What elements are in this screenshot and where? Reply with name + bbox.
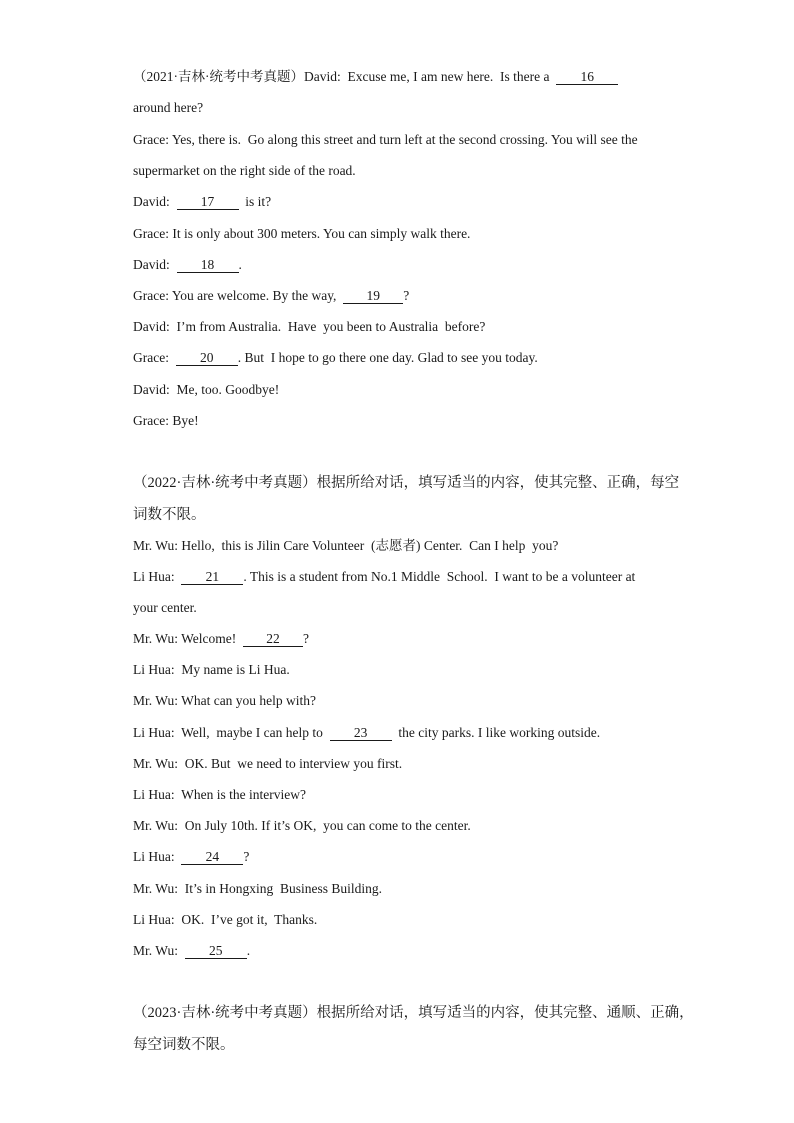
line-text: Mr. Wu: Hello, this is Jilin Care Volunteer (志愿者) Center. Can I help you? [133, 538, 559, 553]
line-text: ? [243, 849, 250, 864]
dialogue-line [133, 692, 316, 710]
line-text: Li Hua: My name is Li Hua. [133, 662, 290, 677]
dialogue-line [133, 68, 618, 86]
dialogue-line [133, 599, 197, 617]
dialogue-line [133, 318, 485, 336]
line-text: Li Hua: OK. I’ve got it, Thanks. [133, 912, 318, 927]
line-text: ? [302, 631, 309, 646]
line-text: Mr. Wu: Welcome! [133, 631, 243, 646]
dialogue-line [133, 131, 638, 149]
answer-blank-18[interactable]: 18 [177, 257, 239, 273]
line-text: the city parks. I like working outside. [391, 725, 601, 740]
dialogue-line [133, 381, 279, 399]
line-text: David: I’m from Australia. Have you been to Australia before? [133, 319, 486, 334]
dialogue-line [133, 755, 402, 773]
line-text: . [238, 257, 242, 272]
dialogue-line [133, 256, 242, 274]
dialogue-line [133, 661, 290, 679]
line-text: David: [133, 194, 177, 209]
line-text: supermarket on the right side of the road. [133, 163, 356, 178]
line-text: Grace: It is only about 300 meters. You can simply walk there. [133, 226, 471, 241]
dialogue-line [133, 911, 317, 929]
dialogue-line [133, 817, 471, 835]
dialogue-line [133, 786, 306, 804]
line-text: is it? [238, 194, 272, 209]
line-text: Li Hua: Well, maybe I can help to [133, 725, 330, 740]
line-text: Mr. Wu: It’s in Hongxing Business Building. [133, 881, 382, 896]
line-text: your center. [133, 600, 197, 615]
answer-blank-20[interactable]: 20 [176, 350, 238, 366]
line-text: Mr. Wu: OK. But we need to interview you first. [133, 756, 403, 771]
line-text: Mr. Wu: What can you help with? [133, 693, 317, 708]
line-text: around here? [133, 100, 204, 115]
line-text: David: Me, too. Goodbye! [133, 382, 280, 397]
line-text: ? [403, 288, 410, 303]
line-text: （2022·吉林·统考中考真题）根据所给对话，填写适当的内容，使其完整、正确，每空 [133, 475, 680, 491]
line-text: Grace: Bye! [133, 413, 199, 428]
answer-blank-23[interactable]: 23 [330, 725, 392, 741]
dialogue-line [133, 225, 470, 243]
line-text: . [246, 943, 251, 958]
answer-blank-25[interactable]: 25 [185, 943, 247, 959]
line-text: . This is a student from No.1 Middle School. I want to be a volunteer at [243, 569, 636, 584]
instruction-line [133, 506, 206, 524]
dialogue-line [133, 193, 271, 211]
answer-blank-16[interactable]: 16 [556, 69, 618, 85]
dialogue-line [133, 848, 249, 866]
line-text: Li Hua: [133, 849, 182, 864]
answer-blank-19[interactable]: 19 [343, 288, 403, 304]
line-text: Mr. Wu: On July 10th. If it’s OK, you can come to the center. [133, 818, 471, 833]
dialogue-line [133, 942, 250, 960]
dialogue-line [133, 630, 309, 648]
dialogue-line [133, 287, 409, 305]
instruction-line [133, 474, 679, 492]
line-text: Grace: [133, 350, 176, 365]
instruction-line [133, 1004, 694, 1022]
line-text: 每空词数不限。 [133, 1037, 235, 1053]
line-text: Mr. Wu: [133, 943, 185, 958]
dialogue-line [133, 412, 199, 430]
instruction-line [133, 1036, 235, 1054]
line-text: Grace: Yes, there is. Go along this street and turn left at the second crossing. You will see the [133, 132, 638, 147]
dialogue-line [133, 537, 558, 555]
dialogue-line [133, 349, 538, 367]
dialogue-line [133, 880, 382, 898]
dialogue-line [133, 724, 600, 742]
line-text: . But I hope to go there one day. Glad to see you today. [237, 350, 538, 365]
dialogue-line [133, 162, 356, 180]
answer-blank-22[interactable]: 22 [243, 631, 303, 647]
answer-blank-21[interactable]: 21 [181, 569, 243, 585]
line-text: （2021·吉林·统考中考真题）David: Excuse me, I am new here. Is there a [133, 69, 557, 84]
line-text: Grace: You are welcome. By the way, [133, 288, 344, 303]
line-text: Li Hua: When is the interview? [133, 787, 306, 802]
line-text: 词数不限。 [133, 507, 206, 523]
line-text: David: [133, 257, 177, 272]
line-text: Li Hua: [133, 569, 182, 584]
answer-blank-17[interactable]: 17 [177, 194, 239, 210]
answer-blank-24[interactable]: 24 [181, 849, 243, 865]
line-text: （2023·吉林·统考中考真题）根据所给对话，填写适当的内容，使其完整、通顺、正确， [133, 1005, 694, 1021]
dialogue-line [133, 568, 635, 586]
dialogue-line [133, 99, 203, 117]
